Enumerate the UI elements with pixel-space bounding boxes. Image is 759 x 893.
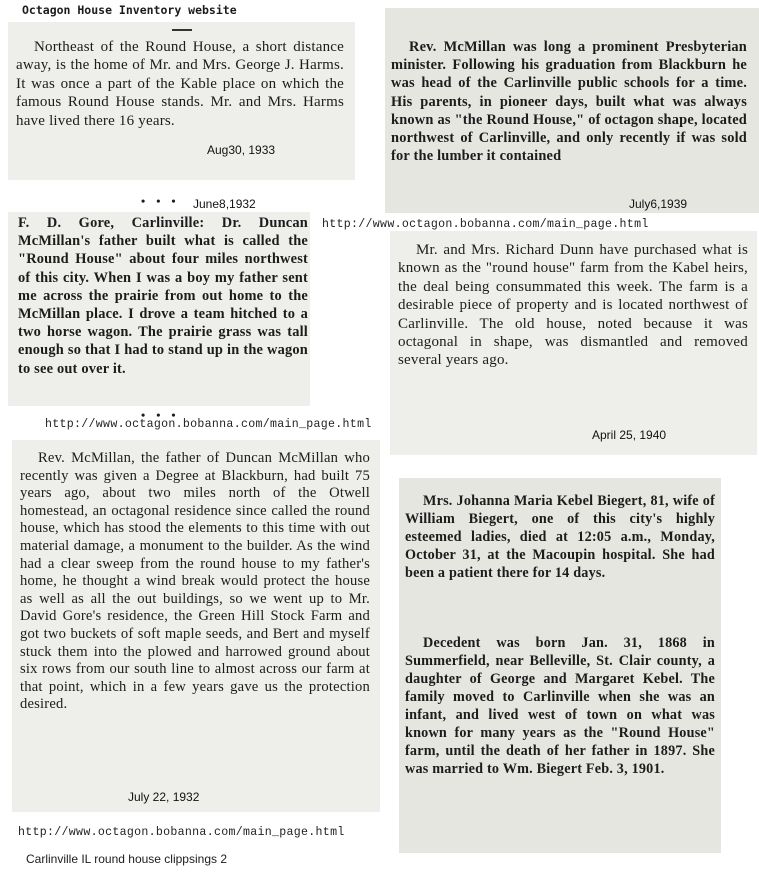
clipping-text: Decedent was born Jan. 31, 1868 in Summerfield, near Belleville, St. Clair county, a daughter of George and Margaret Kebel. The family moved to Carlinville when she was an infant, and lived west of town on what was known for many years as the "Round House" farm, until the death of her father in 1897. She was married to Wm. Biegert Feb. 3, 1901. xyxy=(405,635,715,777)
clipping-april25-1940 xyxy=(390,231,757,455)
clipping-date: April 25, 1940 xyxy=(592,428,667,442)
clipping-text: F. D. Gore, Carlinville: Dr. Duncan McMillan's father built what is called the "Round House" about four miles northwest of this city. When I was a boy my father sent me across the prairie from out home to the McMillan place. I drove a team hitched to a two horse wagon. The prairie grass was tall enough so that I had to stand up in the wagon to see out over it. xyxy=(18,215,308,377)
clipping-date: June8,1932 xyxy=(193,197,256,211)
page-caption: Carlinville IL round house clippsings 2 xyxy=(26,852,227,866)
clipping-date: July 22, 1932 xyxy=(128,790,200,804)
clipping-nov3-1949 xyxy=(399,478,721,853)
clipping-text: Mrs. Johanna Maria Kebel Biegert, 81, wife of William Biegert, one of this city's highly esteemed ladies, died at 12:05 a.m., Monday, October 31, at the Macoupin hospital. She had been a patient there for 14 days. xyxy=(405,493,715,581)
source-url: http://www.octagon.bobanna.com/main_page.html xyxy=(18,826,345,839)
clipping-text: Rev. McMillan was long a prominent Presbyterian minister. Following his graduation from Blackburn he was head of the Carlinville public schools for a time. His parents, in pioneer days, built what was always known as "the Round House," of octagon shape, located northwest of Carlinville, and only recently if was sold for the lumber it contained xyxy=(391,39,747,165)
clipping-july22-1932 xyxy=(12,440,380,812)
rule-line xyxy=(172,29,192,31)
source-url: http://www.octagon.bobanna.com/main_page.html xyxy=(322,218,649,231)
source-url: http://www.octagon.bobanna.com/main_page.html xyxy=(45,418,372,431)
separator-stars: • • • xyxy=(141,408,180,422)
clipping-aug30-1933 xyxy=(8,22,355,180)
clipping-text: Northeast of the Round House, a short distance away, is the home of Mr. and Mrs. George J. Harms. It was once a part of the Kable place on which the famous Round House stands. Mr. and Mrs. Harms have lived there 16 years. xyxy=(16,39,344,129)
clipping-july6-1939 xyxy=(385,8,759,213)
clipping-date: July6,1939 xyxy=(629,197,688,211)
site-title: Octagon House Inventory website xyxy=(22,3,237,17)
clipping-june8-1932 xyxy=(8,212,310,406)
clipping-text: Rev. McMillan, the father of Duncan McMillan who recently was given a Degree at Blackburn, had built 75 years ago, about two miles north of the Otwell homestead, an octagonal residence since called the round house, which has stood the elements to this time with out material damage, a monument to the builder. As the wind had a clear sweep from the round house to my father's home, he thought a wind break would protect the house as well as all the out buildings, so we went up to Mr. David Gore's residence, the Green Hill Stock Farm and got two buckets of soft maple seeds, and Bert and myself stuck them into the plowed and harrowed ground about six rows from our south line to almost across our farm at that point, which in a few years gave us the protection desired. xyxy=(20,450,370,713)
clipping-text: Mr. and Mrs. Richard Dunn have purchased what is known as the "round house" farm from the Kabel heirs, the deal being consummated this week. The farm is a desirable piece of property and is located northwest of Carlinville. The old house, noted because it was octagonal in shape, was dismantled and removed several years ago. xyxy=(398,242,748,369)
separator-stars: • • • xyxy=(141,194,180,208)
clipping-date: Aug30, 1933 xyxy=(207,143,276,157)
